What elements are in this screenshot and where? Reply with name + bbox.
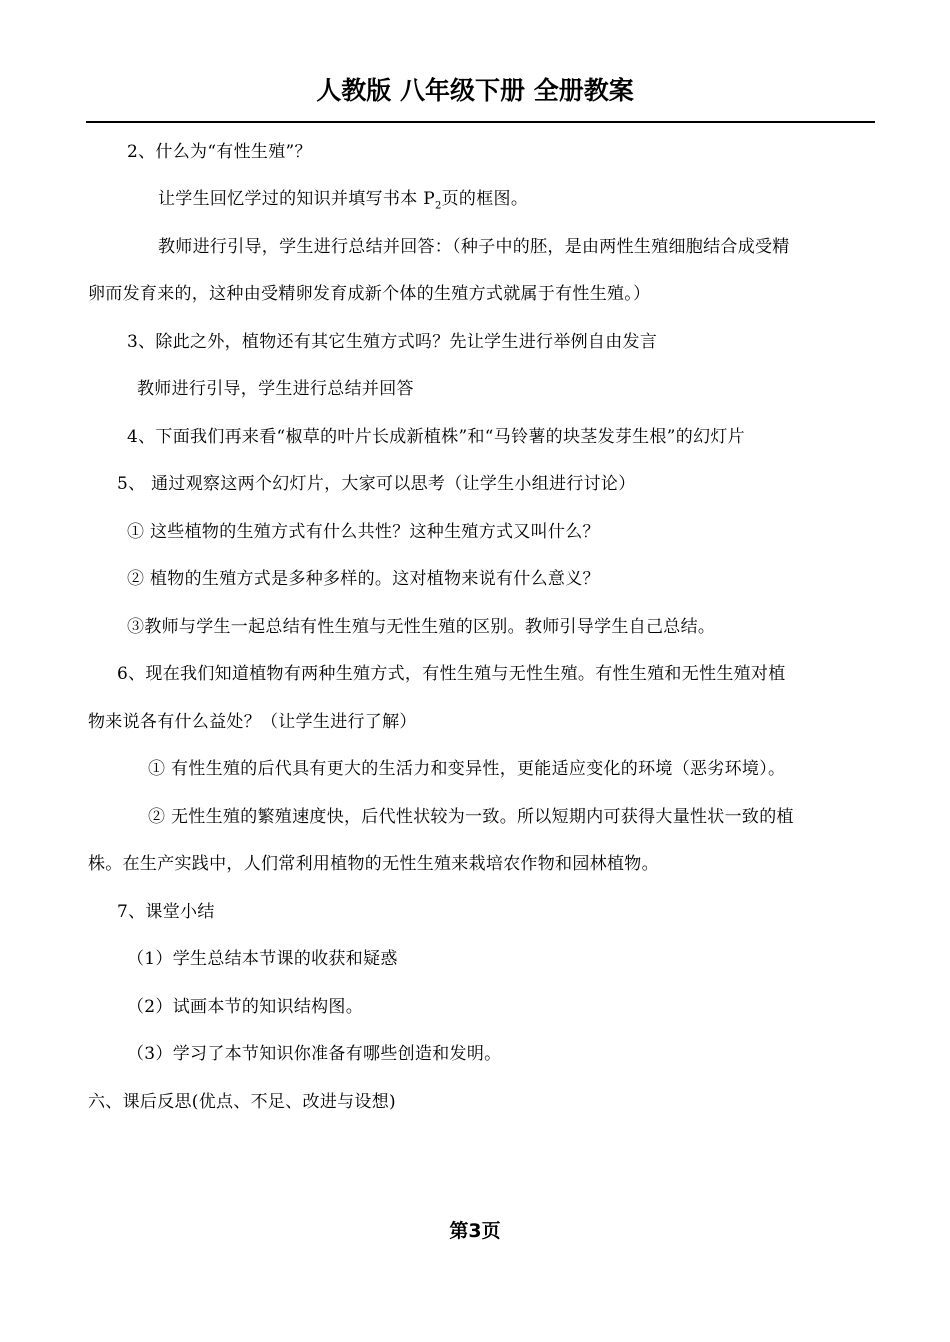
text-line: （3）学习了本节知识你准备有哪些创造和发明。: [127, 1044, 502, 1064]
page-header-title: 人教版 八年级下册 全册教案: [316, 76, 634, 105]
text-line: 教师进行引导，学生进行总结并回答：（种子中的胚，是由两性生殖细胞结合成受精: [158, 237, 790, 257]
text-line: （2）试画本节的知识结构图。: [127, 997, 364, 1017]
text-line: 卵而发育来的，这种由受精卵发育成新个体的生殖方式就属于有性生殖。）: [88, 284, 651, 304]
text-line: ③教师与学生一起总结有性生殖与无性生殖的区别。教师引导学生自己总结。: [127, 617, 716, 637]
text-line: ① 有性生殖的后代具有更大的生活力和变异性，更能适应变化的环境（恶劣环境）。: [148, 759, 786, 779]
text-line: 株。在生产实践中，人们常利用植物的无性生殖来栽培农作物和园林植物。: [88, 854, 659, 874]
text-line: 5、 通过观察这两个幻灯片，大家可以思考（让学生小组进行讨论）: [117, 474, 636, 494]
recall-text-before: 让学生回忆学过的知识并填写书本 P: [158, 189, 435, 209]
text-line: 6、现在我们知道植物有两种生殖方式，有性生殖与无性生殖。有性生殖和无性生殖对植: [117, 664, 786, 684]
text-line: 7、课堂小结: [117, 902, 215, 922]
header-divider: [86, 121, 875, 123]
text-line: ② 植物的生殖方式是多种多样的。这对植物来说有什么意义？: [127, 569, 600, 589]
text-line-recall: [158, 186, 528, 212]
text-line: 3、除此之外，植物还有其它生殖方式吗？先让学生进行举例自由发言: [127, 332, 658, 352]
text-line: ① 这些植物的生殖方式有什么共性？这种生殖方式又叫什么？: [127, 522, 600, 542]
text-line: ② 无性生殖的繁殖速度快，后代性状较为一致。所以短期内可获得大量性状一致的植: [148, 807, 794, 827]
text-line: 六、课后反思(优点、不足、改进与设想): [88, 1092, 396, 1112]
page-number: 第3页: [449, 1220, 501, 1242]
recall-text-after: 页的框图。: [441, 189, 529, 209]
text-line: （1）学生总结本节课的收获和疑惑: [127, 949, 398, 969]
text-line: 物来说各有什么益处？（让学生进行了解）: [88, 712, 417, 732]
recall-subscript: 2: [434, 200, 442, 212]
text-line: 2、什么为“有性生殖”？: [127, 142, 312, 162]
text-line: 教师进行引导，学生进行总结并回答: [137, 379, 414, 399]
text-line: 4、下面我们再来看“椒草的叶片长成新植株”和“马铃薯的块茎发芽生根”的幻灯片: [127, 427, 745, 447]
